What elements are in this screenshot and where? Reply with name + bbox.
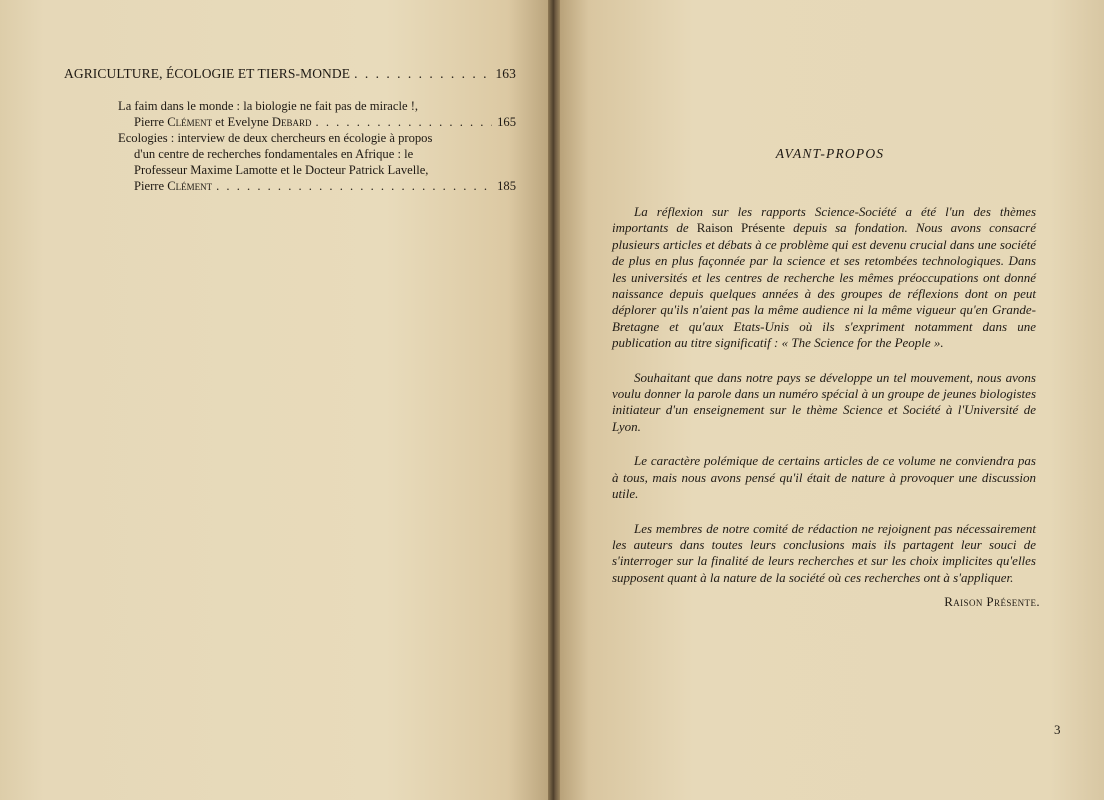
toc-entry-title-cont: Professeur Maxime Lamotte et le Docteur Patrick Lavelle, bbox=[134, 163, 429, 177]
author-first-name: Pierre bbox=[134, 179, 168, 193]
toc-entry-page: 165 bbox=[497, 115, 516, 129]
toc-entry-page: 185 bbox=[497, 179, 516, 193]
foreword-body bbox=[612, 204, 1036, 604]
book-gutter bbox=[548, 0, 560, 800]
page-number: 3 bbox=[1054, 722, 1061, 737]
toc-leader-dots bbox=[316, 114, 492, 130]
author-surname: Debard bbox=[271, 115, 312, 129]
toc-entry-title: Ecologies : interview de deux chercheurs en écologie à propos bbox=[118, 131, 433, 145]
author-surname: Clément bbox=[167, 115, 213, 129]
toc-entry-title: La faim dans le monde : la biologie ne fait pas de miracle !, bbox=[118, 99, 419, 113]
foreword-paragraph: Le caractère polémique de certains articles de ce volume ne conviendra pas à tous, mais nous avons pensé qu'il était de nature à provoquer une discussion utile. bbox=[612, 453, 1036, 502]
toc-section-heading bbox=[64, 66, 516, 82]
author-surname: Clément bbox=[167, 179, 213, 193]
toc-leader-dots bbox=[354, 66, 491, 82]
author-first-name: Pierre bbox=[134, 115, 168, 129]
toc-entry-title-cont: d'un centre de recherches fondamentales en Afrique : le bbox=[134, 147, 414, 161]
foreword-heading: AVANT-PROPOS bbox=[775, 146, 885, 161]
author-join: et Evelyne bbox=[212, 115, 272, 129]
foreword-signature: Raison Présente. bbox=[944, 594, 1040, 609]
foreword-paragraph: Les membres de notre comité de rédaction ne rejoignent pas nécessairement les auteurs dans toutes leurs conclusions mais ils partagent leur souci de s'interroger sur la finalité de leurs recherches et sur les choix implicites qu'elles supposent quant à la nature de la société où ces recherches ont à s'appliquer. bbox=[612, 520, 1036, 585]
toc-entry-faim bbox=[64, 98, 516, 130]
toc-leader-dots bbox=[216, 178, 492, 194]
toc-entry-authors bbox=[64, 114, 516, 130]
toc-section-title: AGRICULTURE, ÉCOLOGIE ET TIERS-MONDE bbox=[64, 66, 351, 81]
toc-section-page: 163 bbox=[495, 66, 516, 81]
journal-name: Raison Présente bbox=[696, 220, 785, 236]
foreword-paragraph: La réflexion sur les rapports Science-Société a été l'un des thèmes importants de Raison Présente depuis sa fondation. Nous avons consacré plusieurs articles et débats à ce problème qui est devenu crucial dans une société de plus en plus façonnée par la science et ses retombées technologiques. Dans les universités et les centres de recherche les mêmes préoccupations ont donné naissance depuis quelques années à des groupes de réflexions dont on peut déplorer qu'ils n'aient pas la même audience ni la même vigueur qu'en Grande-Bretagne et qu'aux Etats-Unis où ils s'expriment notamment dans une publication au titre significatif : « The Science for the People ». bbox=[612, 204, 1036, 351]
foreword-paragraph: Souhaitant que dans notre pays se développe un tel mouvement, nous avons voulu donner la parole dans un numéro spécial à un groupe de jeunes biologistes initiateur d'un enseignement sur le thème Science et Société à l'Université de Lyon. bbox=[612, 369, 1036, 434]
toc-entry-authors bbox=[64, 178, 516, 194]
toc-entry-ecologies bbox=[64, 130, 516, 194]
